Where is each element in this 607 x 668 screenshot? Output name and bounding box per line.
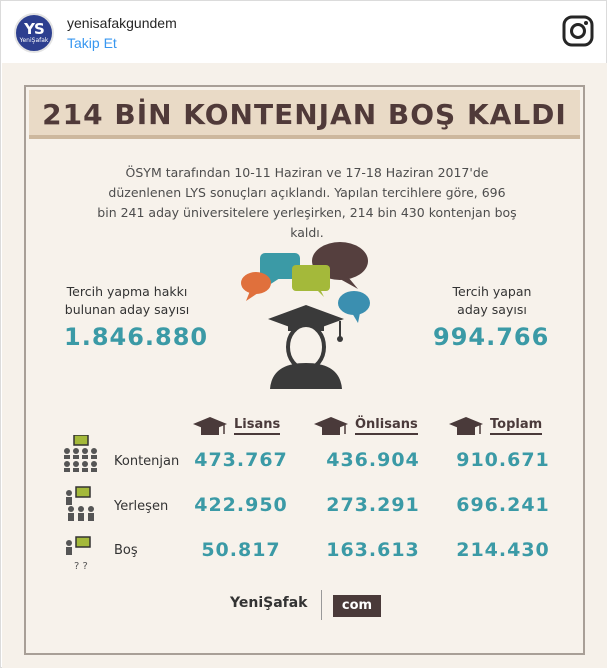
graduate-illustration [236,239,376,389]
infographic-image [2,63,607,668]
avatar-text: YS [24,20,44,38]
footer-com-badge: com [333,595,381,617]
value-bos-toplam: 214.430 [456,539,550,561]
value-yerlesen-lisans: 422.950 [194,494,288,516]
value-bos-lisans: 50.817 [201,539,281,561]
applicants-label [417,283,567,319]
students-icon [62,485,100,523]
avatar[interactable] [14,13,54,53]
column-label: Toplam [490,417,542,435]
value-bos-onlisans: 163.613 [326,539,420,561]
eligible-label-line2: bulunan aday sayısı [64,302,190,317]
graduation-cap-icon [192,415,228,437]
instagram-icon[interactable] [562,15,594,47]
post-header [1,1,606,63]
intro-text: ÖSYM tarafından 10-11 Haziran ve 17-18 Haziran 2017'de düzenlenen LYS sonuçları açıklandı. Yapılan tercihlere göre, 696 bin 241 aday üniversitelere yerleşirken, 214 bin 430 kontenjan boş kaldı. [97,165,517,240]
applicants-label-line1: Tercih yapan [452,284,532,299]
value-kontenjan-onlisans: 436.904 [326,449,420,471]
eligible-candidates-value: 1.846.880 [64,323,209,351]
classroom-icon [62,435,100,473]
eligible-label-line1: Tercih yapma hakkı [66,284,188,299]
value-yerlesen-onlisans: 273.291 [326,494,420,516]
graduation-cap-icon [313,415,349,437]
column-label: Önlisans [355,417,418,435]
value-yerlesen-toplam: 696.241 [456,494,550,516]
row-label-kontenjan: Kontenjan [114,454,180,469]
value-kontenjan-toplam: 910.671 [456,449,550,471]
follow-button[interactable]: Takip Et [67,35,117,51]
title-band [29,90,580,139]
graduation-cap-icon [448,415,484,437]
column-label: Lisans [234,417,280,435]
applicants-value: 994.766 [433,323,550,351]
infographic-title: 214 BİN KONTENJAN BOŞ KALDI [42,98,567,131]
question-marks: ? ? [74,561,88,572]
row-label-yerlesen: Yerleşen [114,499,169,514]
username[interactable]: yenisafakgundem [67,15,177,31]
footer-brand-logo: YeniŞafak [230,595,308,611]
eligible-candidates-label [52,283,202,319]
column-header-onlisans [313,415,418,437]
column-header-lisans [192,415,280,437]
row-label-bos: Boş [114,543,138,558]
avatar-subtext: YeniŞafak [19,37,49,44]
footer-divider [321,590,322,620]
value-kontenjan-lisans: 473.767 [194,449,288,471]
applicants-label-line2: aday sayısı [457,302,527,317]
column-header-toplam [448,415,542,437]
empty-seats-icon [62,535,100,573]
graduate-icon [268,305,344,389]
